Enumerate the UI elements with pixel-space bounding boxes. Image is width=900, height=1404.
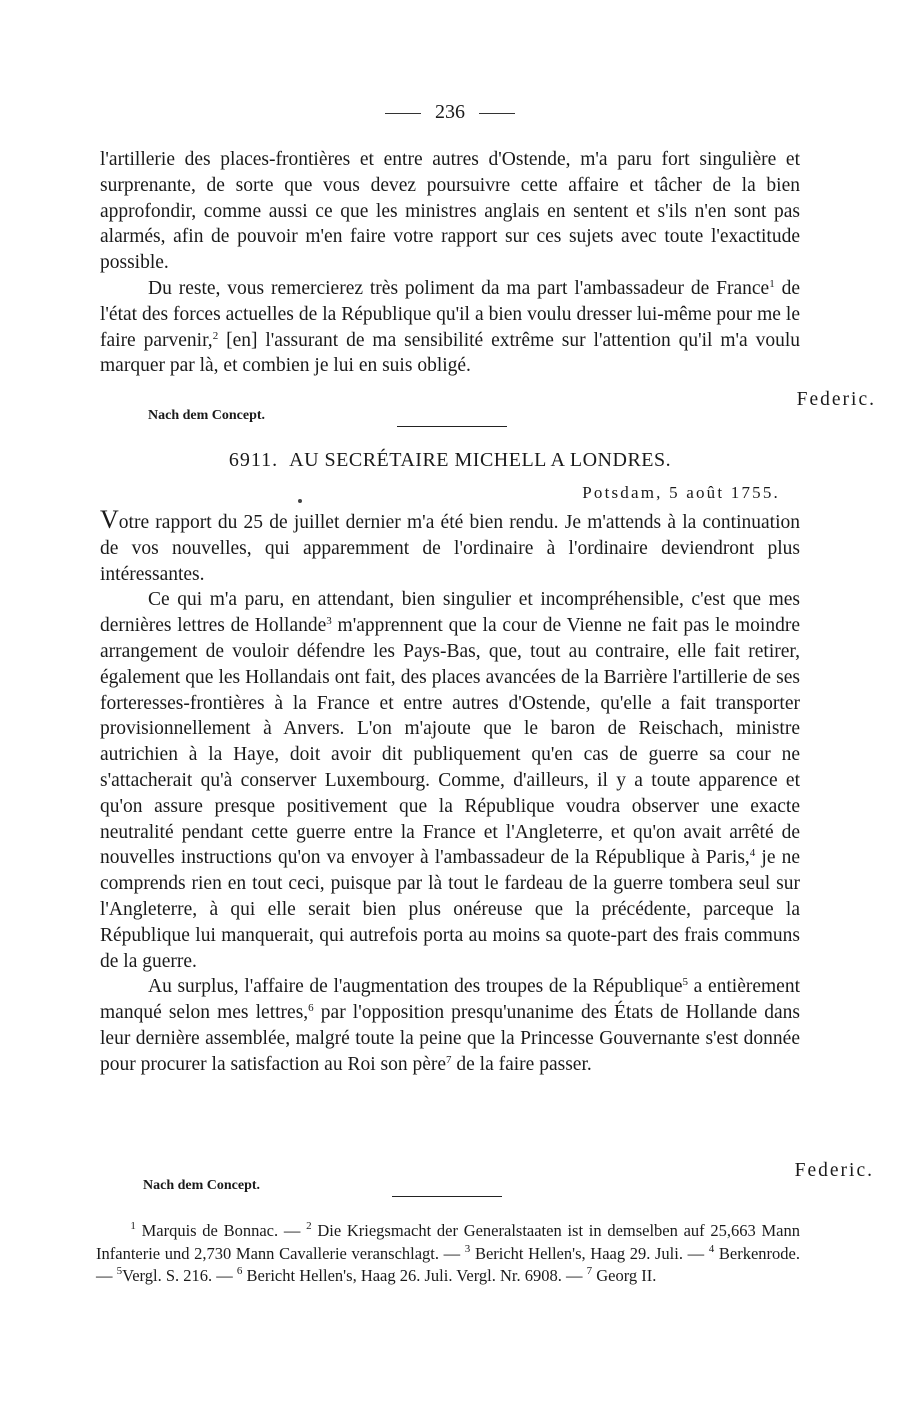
footnote-ref-3[interactable]: 3 bbox=[326, 615, 332, 628]
footnote-number-5: 5 bbox=[116, 1265, 123, 1277]
footnote-number-1: 1 bbox=[130, 1220, 136, 1232]
footnotes bbox=[96, 1220, 800, 1288]
footnote-5: Vergl. S. 216. — bbox=[122, 1266, 237, 1285]
footnote-3: Bericht Hellen's, Haag 29. Juli. — bbox=[470, 1243, 709, 1263]
text-run: de la faire passer. bbox=[451, 1053, 592, 1075]
letter-title: AU SECRÉTAIRE MICHELL A LONDRES. bbox=[289, 449, 672, 471]
footnotes-text bbox=[96, 1220, 800, 1288]
footnote-number-6: 6 bbox=[236, 1265, 243, 1277]
signature-federic-1: Federic. bbox=[796, 389, 876, 410]
letter-heading bbox=[0, 449, 900, 472]
previous-letter-continuation bbox=[100, 147, 800, 379]
letter-number: 6911. bbox=[228, 449, 279, 471]
ink-speck bbox=[298, 499, 302, 503]
section-divider-1 bbox=[397, 426, 507, 427]
text-run: a entièrement manqué selon mes lettres, bbox=[100, 976, 800, 1024]
footnote-ref-2[interactable]: 2 bbox=[212, 329, 219, 342]
source-note-1: Nach dem Concept. bbox=[148, 408, 266, 423]
page-number-dash-right bbox=[479, 113, 515, 114]
paragraph-du-reste bbox=[100, 276, 800, 379]
text-run: otre rapport du 25 de juillet dernier m'a été bien rendu. Je m'attends à la continuation de vos nouvelles, qui apparemment de l'ordinaire à l'ordinaire deviendront plus intéressantes. bbox=[100, 512, 800, 585]
footnote-6: Bericht Hellen's, Haag 26. Juli. Vergl. Nr. 6908. — bbox=[242, 1266, 587, 1285]
footnote-number-4: 4 bbox=[708, 1242, 715, 1255]
footnote-1: Marquis de Bonnac. — bbox=[135, 1221, 307, 1240]
paragraph-votre-rapport bbox=[100, 507, 800, 587]
signature-federic-2: Federic. bbox=[794, 1160, 874, 1181]
text-run: [en] l'assurant de ma sensibilité extrême sur l'attention qu'il m'a voulu marquer par là, et combien je lui en suis obligé. bbox=[100, 329, 801, 377]
text-run: m'apprennent que la cour de Vienne ne fait pas le moindre arrangement de vouloir défendre les Pays-Bas, que, tout au contraire, elle fait retirer, également que les Hollandais ont fait, des places avancées de la Barrière l'artillerie de ses forteresses-frontières à la France et entre autres d'Ostende, qu'elle a fait transporter provisionnellement à Anvers. L'on m'ajoute que le baron de Reischach, ministre autrichien à la Haye, doit avoir dit publiquement qu'en cas de guerre sa cour ne s'attacherait qu'à conserver Luxembourg. Comme, d'ailleurs, il y a toute apparence et qu'on assure presque positivement que la République voudra observer une exacte neutralité pendant cette guerre entre la France et l'Angleterre, et qu'on avait arrêté de nouvelles instructions qu'on va envoyer à l'ambassadeur de la République à Paris, bbox=[100, 615, 800, 869]
initial-letter: V bbox=[100, 505, 119, 534]
paragraph-au-surplus bbox=[100, 974, 800, 1077]
page-number-text: 236 bbox=[435, 101, 465, 123]
footnote-number-2: 2 bbox=[306, 1220, 312, 1232]
footnote-2: Die Kriegsmacht der Generalstaaten ist in demselben auf 25,663 Mann Infanterie und 2,730 Mann Cavallerie veranschlagt. — bbox=[96, 1221, 800, 1263]
footnote-ref-1[interactable]: 1 bbox=[769, 277, 775, 290]
text-run: Ce qui m'a paru, en attendant, bien singulier et incompréhensible, c'est que mes dernières lettres de Hollande bbox=[100, 589, 800, 637]
letter-body bbox=[100, 507, 800, 1078]
paragraph-continuation: l'artillerie des places-frontières et entre autres d'Ostende, m'a paru fort singulière et surprenante, de sorte que vous devez poursuivre cette affaire et tâcher de la bien approfondir, comme aussi ce que les ministres anglais en sentent et s'ils n'en sont pas alarmés, afin de pouvoir m'en faire votre rapport sur ces sujets avec toute l'exactitude possible. bbox=[100, 149, 800, 274]
page-number-dash-left bbox=[385, 113, 421, 114]
footnote-ref-4[interactable]: 4 bbox=[749, 847, 756, 860]
letter-dateline: Potsdam, 5 août 1755. bbox=[582, 483, 780, 502]
footnote-number-7: 7 bbox=[586, 1265, 593, 1277]
footnote-ref-6[interactable]: 6 bbox=[308, 1002, 314, 1015]
text-run: de l'état des forces actuelles de la République qu'il a bien voulu dresser lui-même pour me le faire parvenir, bbox=[100, 277, 800, 351]
source-note-2: Nach dem Concept. bbox=[143, 1178, 261, 1193]
footnote-ref-5[interactable]: 5 bbox=[682, 976, 689, 989]
text-run: par l'opposition presqu'unanime des États de Hollande dans leur dernière assemblée, malgré toute la peine que la Princesse Gouvernante s'est donnée pour procurer la satisfaction au Roi son père bbox=[100, 1002, 800, 1075]
text-run: Au surplus, l'affaire de l'augmentation des troupes de la République bbox=[148, 976, 683, 998]
paragraph-ce-qui bbox=[100, 587, 800, 974]
footnote-ref-7[interactable]: 7 bbox=[446, 1053, 452, 1066]
text-run: je ne comprends rien en tout ceci, puisque par là tout le fardeau de la guerre tombera seul sur l'Angleterre, à qui elle serait bien plus onéreuse que la précédente, parceque la République lui manquerait, qui autrefois porta au moins sa quote-part des frais communs de la guerre. bbox=[100, 847, 800, 972]
footnote-7: Georg II. bbox=[592, 1266, 657, 1285]
footnote-4: Berkenrode. — bbox=[96, 1243, 800, 1285]
page-number bbox=[0, 101, 900, 124]
section-divider-2 bbox=[392, 1196, 502, 1197]
text-run: Du reste, vous remercierez très poliment da ma part l'ambassadeur de France bbox=[148, 277, 770, 299]
footnote-number-3: 3 bbox=[464, 1242, 471, 1255]
